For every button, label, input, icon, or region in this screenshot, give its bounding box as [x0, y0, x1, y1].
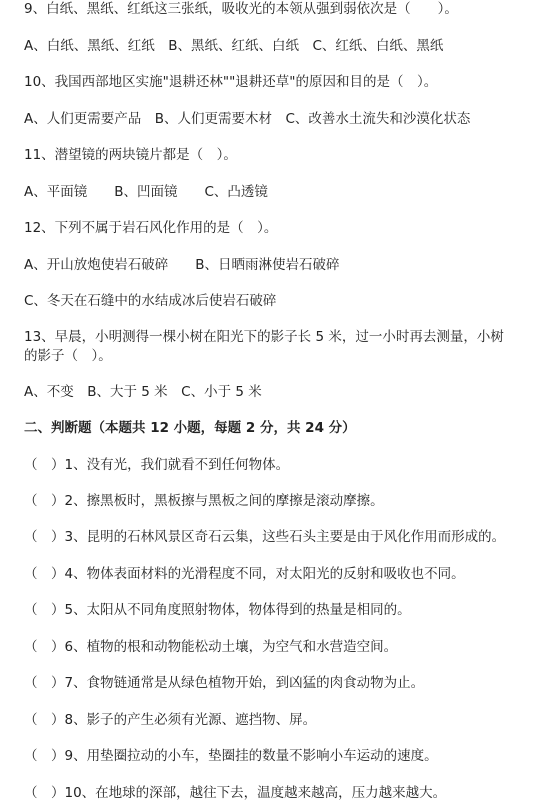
tf-item-2: （ ）2、擦黑板时，黑板擦与黑板之间的摩擦是滚动摩擦。 — [24, 493, 384, 509]
question-12: 12、下列不属于岩石风化作用的是（ ）。 — [24, 220, 278, 236]
question-10: 10、我国西部地区实施"退耕还林""退耕还草"的原因和目的是（ ）。 — [24, 74, 438, 90]
tf-item-4: （ ）4、物体表面材料的光滑程度不同，对太阳光的反射和吸收也不同。 — [24, 566, 465, 582]
question-9-options: A、白纸、黑纸、红纸 B、黑纸、红纸、白纸 C、红纸、白纸、黑纸 — [24, 38, 444, 54]
question-12-option-c: C、冬天在石缝中的水结成冰后使岩石破碎 — [24, 293, 277, 309]
question-10-options: A、人们更需要产品 B、人们更需要木材 C、改善水土流失和沙漠化状态 — [24, 111, 471, 127]
question-12-options-ab: A、开山放炮使岩石破碎 B、日晒雨淋使岩石破碎 — [24, 257, 340, 273]
question-13: 13、早晨，小明测得一棵小树在阳光下的影子长 5 米，过一小时再去测量，小树的影子（ ）。 — [24, 329, 504, 364]
tf-item-1: （ ）1、没有光，我们就看不到任何物体。 — [24, 457, 290, 473]
tf-item-10: （ ）10、在地球的深部，越往下去，温度越来越高，压力越来越大。 — [24, 785, 447, 801]
tf-item-8: （ ）8、影子的产生必须有光源、遮挡物、屏。 — [24, 712, 317, 728]
tf-item-3: （ ）3、昆明的石林风景区奇石云集，这些石头主要是由于风化作用而形成的。 — [24, 529, 506, 545]
tf-item-5: （ ）5、太阳从不同角度照射物体，物体得到的热量是相同的。 — [24, 602, 411, 618]
tf-item-6: （ ）6、植物的根和动物能松动土壤，为空气和水营造空间。 — [24, 639, 398, 655]
question-13-options: A、不变 B、大于 5 米 C、小于 5 米 — [24, 384, 262, 400]
question-9: 9、白纸、黑纸、红纸这三张纸，吸收光的本领从强到弱依次是（ ）。 — [24, 1, 458, 17]
question-11-options: A、平面镜 B、凹面镜 C、凸透镜 — [24, 184, 268, 200]
question-11: 11、潜望镜的两块镜片都是（ ）。 — [24, 147, 237, 163]
tf-item-9: （ ）9、用垫圈拉动的小车，垫圈挂的数量不影响小车运动的速度。 — [24, 748, 438, 764]
section-heading-true-false: 二、判断题（本题共 12 小题，每题 2 分，共 24 分） — [24, 420, 356, 436]
tf-item-7: （ ）7、食物链通常是从绿色植物开始，到凶猛的肉食动物为止。 — [24, 675, 425, 691]
